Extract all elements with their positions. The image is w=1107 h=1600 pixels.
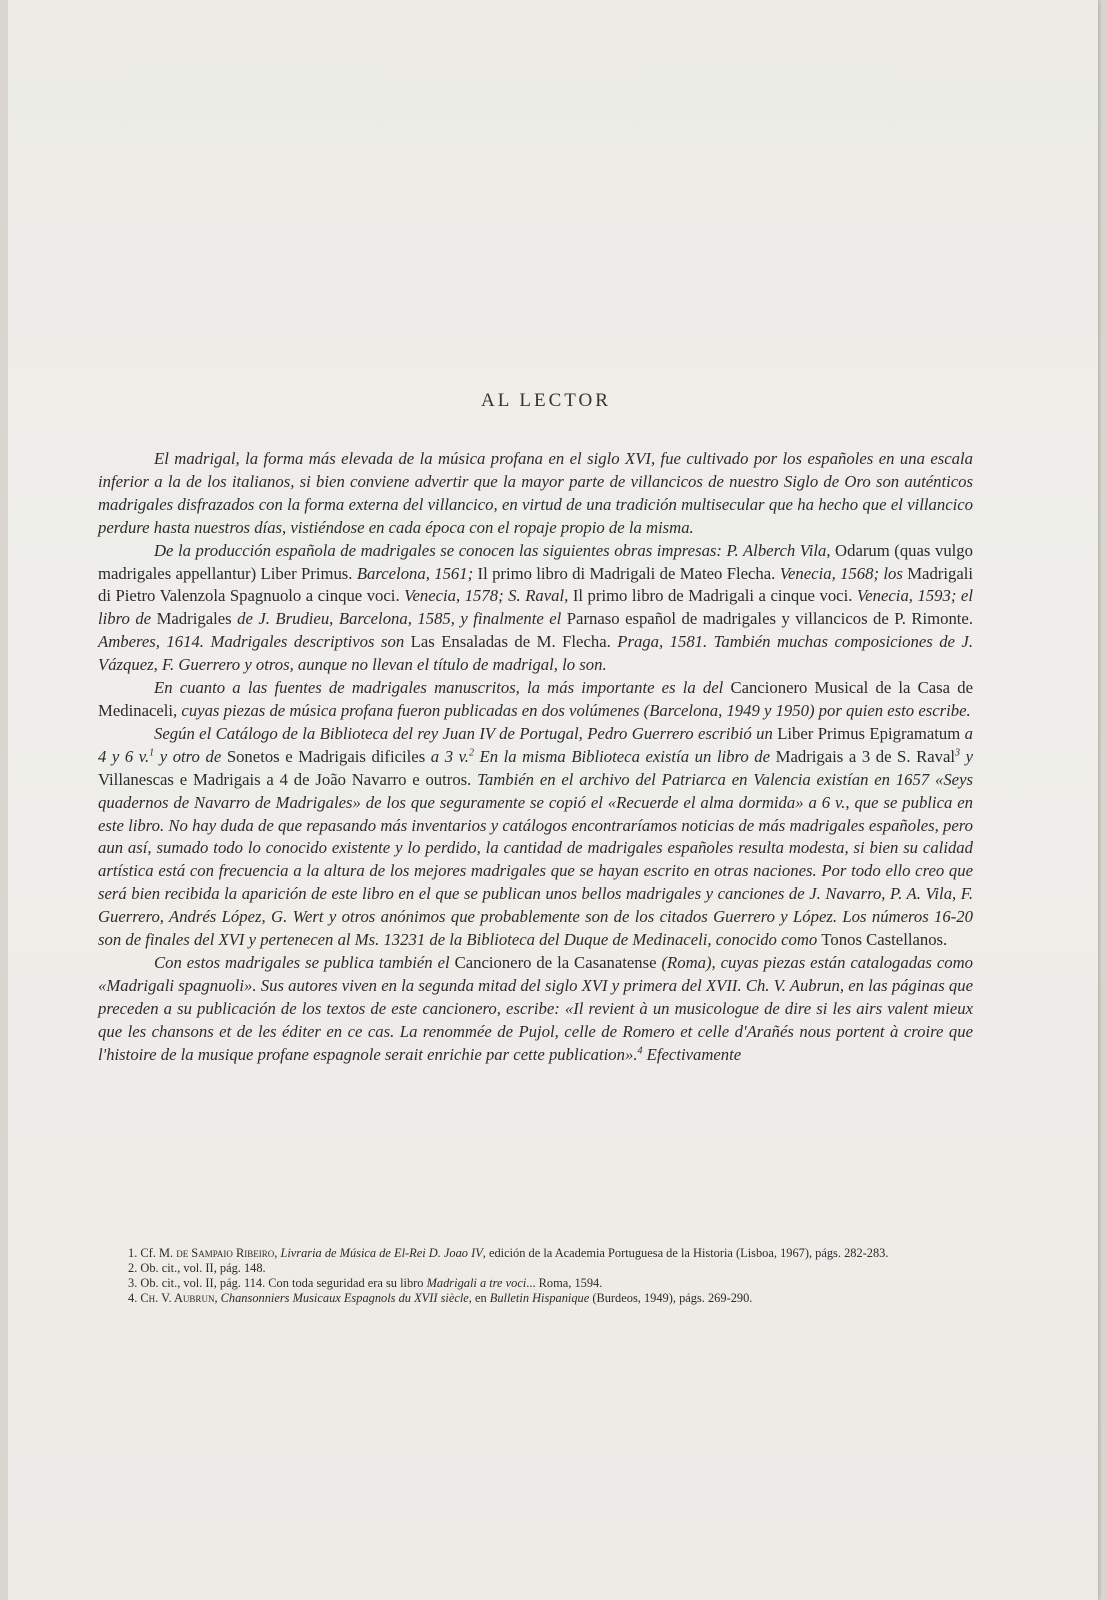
text-run: Liber Primus Epigramatum xyxy=(777,723,965,743)
text-run: Praga, 1581. También muchas composiciones de J. Vázquez, F. Guerrero y otros, aunque no llevan el título de madrigal, lo son. xyxy=(98,632,973,675)
paragraph-5 xyxy=(98,952,973,1067)
text-run: Efectivamente xyxy=(642,1044,742,1064)
footnote-ref: 2 xyxy=(468,747,474,759)
text-run: En cuanto a las fuentes de madrigales manuscritos, la más importante es la del xyxy=(154,678,731,698)
text-run: Venecia, 1578; S. Raval, xyxy=(404,586,573,606)
body-text xyxy=(98,448,973,1066)
text-run: Odarum (quas vulgo madrigales appellantur) Liber Primus. xyxy=(98,540,973,583)
footnote-ref: 1 xyxy=(149,747,155,759)
text-run: Según el Catálogo de la Biblioteca del rey Juan IV de Portugal, Pedro Guerrero escribió un xyxy=(154,723,778,743)
footnote-ref: 4 xyxy=(637,1045,643,1056)
footnote-run: , en xyxy=(468,1290,490,1305)
text-run: Venecia, 1593; el libro de xyxy=(98,586,973,629)
text-run: Sonetos e Madrigais dificiles xyxy=(226,746,431,766)
text-run: Parnaso español de madrigales y villancicos de P. Rimonte. xyxy=(566,609,974,629)
footnote-run: 3. Ob. cit., vol. II, pág. 114. Con toda seguridad era su libro xyxy=(128,1275,427,1290)
text-run: Cancionero Musical de la Casa de Medinaceli, xyxy=(98,678,973,720)
text-run: Madrigali di Pietro Valenzola Spagnuolo a cinque voci. xyxy=(98,563,974,606)
text-run: De la producción española de madrigales se conocen las siguientes obras impresas: P. Alberch Vila, xyxy=(154,540,836,560)
text-run: Il primo libro di Madrigali de Mateo Flecha. xyxy=(477,563,780,583)
footnote-run: Livraria de Música de El-Rei D. Joao IV xyxy=(280,1246,483,1260)
text-run: También en el archivo del Patriarca en Valencia existían en 1657 «Seys quadernos de Navarro de Madrigales» de los que seguramente se copió el «Recuerde el alma dormida» a 6 v., que se publica en este libro. No hay duda de que repasando más inventarios y catálogos encontraríamos noticias de más madrigales españoles, pero aun así, sumado todo lo conocido existente y lo perdido, la cantidad de madrigales españoles resulta modesta, si bien su calidad artística está con frecuencia a la altura de los mejores madrigales que se hayan escrito en otras naciones. Por todo ello creo que será bien recibida la aparición de este libro en el que se publican unos bellos madrigales y canciones de J. Navarro, P. A. Vila, F. Guerrero, Andrés López, G. Wert y otros anónimos que probablemente son de los citados Guerrero y López. Los números 16-20 son de finales del XVI y pertenecen al Ms. 13231 de la Biblioteca del Duque de Medinaceli, conocido como xyxy=(98,769,973,950)
footnotes xyxy=(98,1246,973,1306)
paragraph-1 xyxy=(98,448,973,540)
text-run: cuyas piezas de música profana fueron publicadas en dos volúmenes (Barcelona, 1949 y 1950) por quien esto escribe. xyxy=(181,700,971,720)
text-run: Madrigales xyxy=(156,609,238,629)
footnote-ref: 3 xyxy=(955,747,961,759)
text-run: y xyxy=(960,746,973,766)
text-run: Cancionero de la Casanatense xyxy=(454,952,662,972)
footnote-run: Ch. V. Aubrun xyxy=(140,1290,215,1305)
text-run: (Roma), cuyas piezas están catalogadas como «Madrigali spagnuoli». Sus autores viven en la segunda mitad del siglo XVI y primera del XVII. Ch. V. Aubrun, en las páginas que preceden a su publicación de los textos de este cancionero, escribe: «Il revient à un musicologue de dire si les airs valent mieux que les chansons et de les éditer en ce cas. La renommée de Pujol, celle de Romero et celle d'Arañés nous portent à croire que l'histoire de la musique profane espagnole serait enrichie par cette publication». xyxy=(98,952,973,1064)
text-run: de J. Brudieu, Barcelona, 1585, y finalmente el xyxy=(237,609,567,629)
footnote-run: 4. xyxy=(128,1290,141,1305)
footnote-1 xyxy=(98,1246,973,1261)
footnote-run: , edición de la Academia Portuguesa de la Historia (Lisboa, 1967), págs. 282-283. xyxy=(482,1246,889,1260)
footnote-run: 2. Ob. cit., vol. II, pág. 148. xyxy=(128,1260,266,1275)
text-run: Amberes, 1614. Madrigales descriptivos son xyxy=(98,632,411,652)
footnote-run: Chansonniers Musicaux Espagnols du XVII siècle xyxy=(220,1290,469,1305)
footnote-4 xyxy=(98,1291,973,1306)
text-run: Madrigais a 3 de S. Raval xyxy=(775,746,956,766)
footnote-run: Bulletin Hispanique xyxy=(489,1290,590,1305)
text-run: En la misma Biblioteca existía un libro de xyxy=(473,746,776,766)
paragraph-4 xyxy=(98,723,973,952)
text-run: y otro de xyxy=(154,746,227,766)
book-page xyxy=(8,0,1098,1600)
text-run: Las Ensaladas de M. Flecha. xyxy=(410,632,618,652)
footnote-run: , xyxy=(274,1246,281,1260)
text-run: Con estos madrigales se publica también el xyxy=(154,952,455,972)
page-heading: AL LECTOR xyxy=(481,390,611,411)
paragraph-3 xyxy=(98,677,973,723)
footnote-run: Madrigali a tre voci xyxy=(426,1275,527,1290)
text-run: Venecia, 1568; los xyxy=(779,563,908,583)
text-run: Barcelona, 1561; xyxy=(356,563,478,583)
text-run: Tonos Castellanos. xyxy=(821,930,948,950)
text-run: El madrigal, la forma más elevada de la música profana en el siglo XVI, fue cultivado por los españoles en una escala inferior a la de los italianos, si bien conviene advertir que la mayor parte de villancicos de nuestro Siglo de Oro son auténticos madrigales disfrazados con la forma externa del villancico, en virtud de una tradición multisecular que ha hecho que el villancico perdure hasta nuestros días, vistiéndose en cada época con el ropaje propio de la misma. xyxy=(98,449,973,537)
text-run: Il primo libro de Madrigali a cinque voci. xyxy=(572,586,857,606)
footnote-3 xyxy=(98,1276,973,1291)
footnote-run: , xyxy=(214,1290,221,1305)
text-run: a 3 v. xyxy=(430,746,469,766)
text-run: Villanescas e Madrigais a 4 de João Navarro e outros. xyxy=(98,769,478,789)
footnote-run: de Sampaio Ribeiro xyxy=(176,1246,275,1260)
footnote-run: ... Roma, 1594. xyxy=(526,1275,603,1290)
paragraph-2 xyxy=(98,540,973,677)
footnote-2 xyxy=(98,1261,973,1276)
footnote-run: 1. Cf. M. xyxy=(128,1246,177,1260)
footnote-run: (Burdeos, 1949), págs. 269-290. xyxy=(589,1290,753,1305)
text-run: a 4 y 6 v. xyxy=(98,723,973,766)
